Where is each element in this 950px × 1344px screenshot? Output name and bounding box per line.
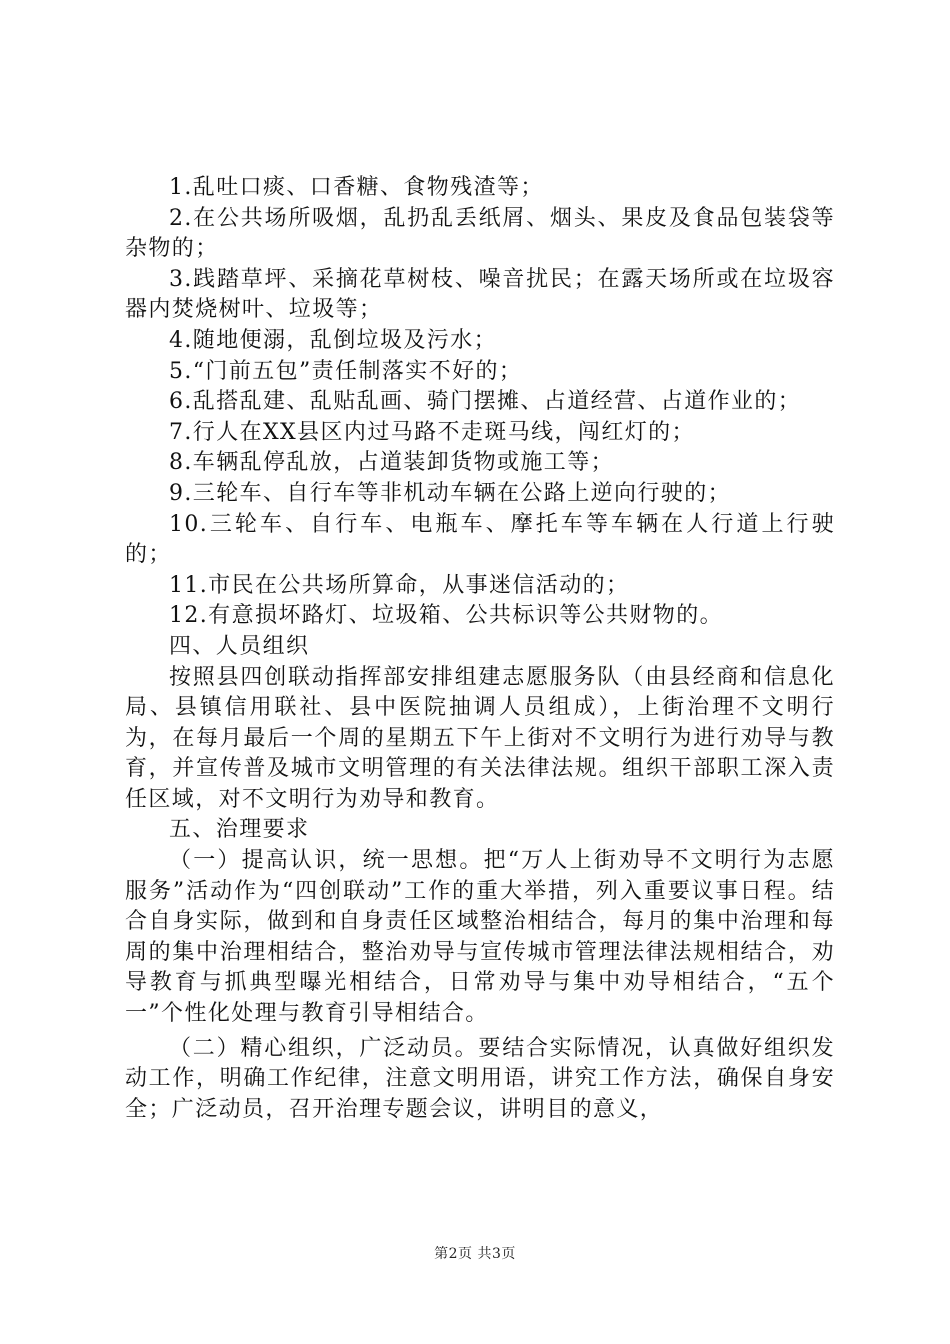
paragraph-requirement-1: （一）提高认识，统一思想。把“万人上街劝导不文明行为志愿服务”活动作为“四创联动”工作的重大举措，列入重要议事日程。结合自身实际，做到和自身责任区域整治相结合，每月的集中治理和每周的集中治理相结合，整治劝导与宣传城市管理法律法规相结合，劝导教育与抓典型曝光相结合，日常劝导与集中劝导相结合，“五个一”个性化处理与教育引导相结合。 bbox=[125, 848, 835, 1027]
list-item: 11.市民在公共场所算命，从事迷信活动的； bbox=[169, 572, 630, 598]
list-item: 2.在公共场所吸烟，乱扔乱丢纸屑、烟头、果皮及食品包装袋等杂物的； bbox=[125, 205, 835, 262]
paragraph-requirement-2: （二）精心组织，广泛动员。要结合实际情况，认真做好组织发动工作，明确工作纪律，注意文明用语，讲究工作方法，确保自身安全；广泛动员，召开治理专题会议，讲明目的意义， bbox=[125, 1035, 835, 1122]
list-item: 1.乱吐口痰、口香糖、食物残渣等； bbox=[169, 175, 544, 200]
list-item: 3.践踏草坪、采摘花草树枝、噪音扰民；在露天场所或在垃圾容器内焚烧树叶、垃圾等； bbox=[125, 266, 835, 323]
list-item: 8.车辆乱停乱放，占道装卸货物或施工等； bbox=[169, 450, 614, 476]
list-item: 10.三轮车、自行车、电瓶车、摩托车等车辆在人行道上行驶的； bbox=[125, 511, 835, 568]
list-item: 7.行人在XX县区内过马路不走斑马线，闯红灯的； bbox=[169, 419, 695, 445]
list-item: 5.“门前五包”责任制落实不好的； bbox=[169, 358, 523, 384]
list-item: 4.随地便溺，乱倒垃圾及污水； bbox=[169, 327, 497, 353]
document-body bbox=[125, 173, 835, 1125]
list-item: 6.乱搭乱建、乱贴乱画、骑门摆摊、占道经营、占道作业的； bbox=[169, 389, 802, 415]
paragraph-personnel: 按照县四创联动指挥部安排组建志愿服务队（由县经商和信息化局、县镇信用联社、县中医院抽调人员组成），上街治理不文明行为，在每月最后一个周的星期五下午上街对不文明行为进行劝导与教育，并宣传普及城市文明管理的有关法律法规。组织干部职工深入责任区域，对不文明行为劝导和教育。 bbox=[125, 664, 835, 812]
section-heading-requirements: 五、治理要求 bbox=[169, 817, 310, 843]
list-item: 9.三轮车、自行车等非机动车辆在公路上逆向行驶的； bbox=[169, 480, 731, 506]
page-footer: 第2页 共3页 bbox=[434, 1246, 516, 1262]
list-item: 12.有意损坏路灯、垃圾箱、公共标识等公共财物的。 bbox=[169, 603, 723, 629]
section-heading-personnel: 四、人员组织 bbox=[169, 633, 310, 659]
